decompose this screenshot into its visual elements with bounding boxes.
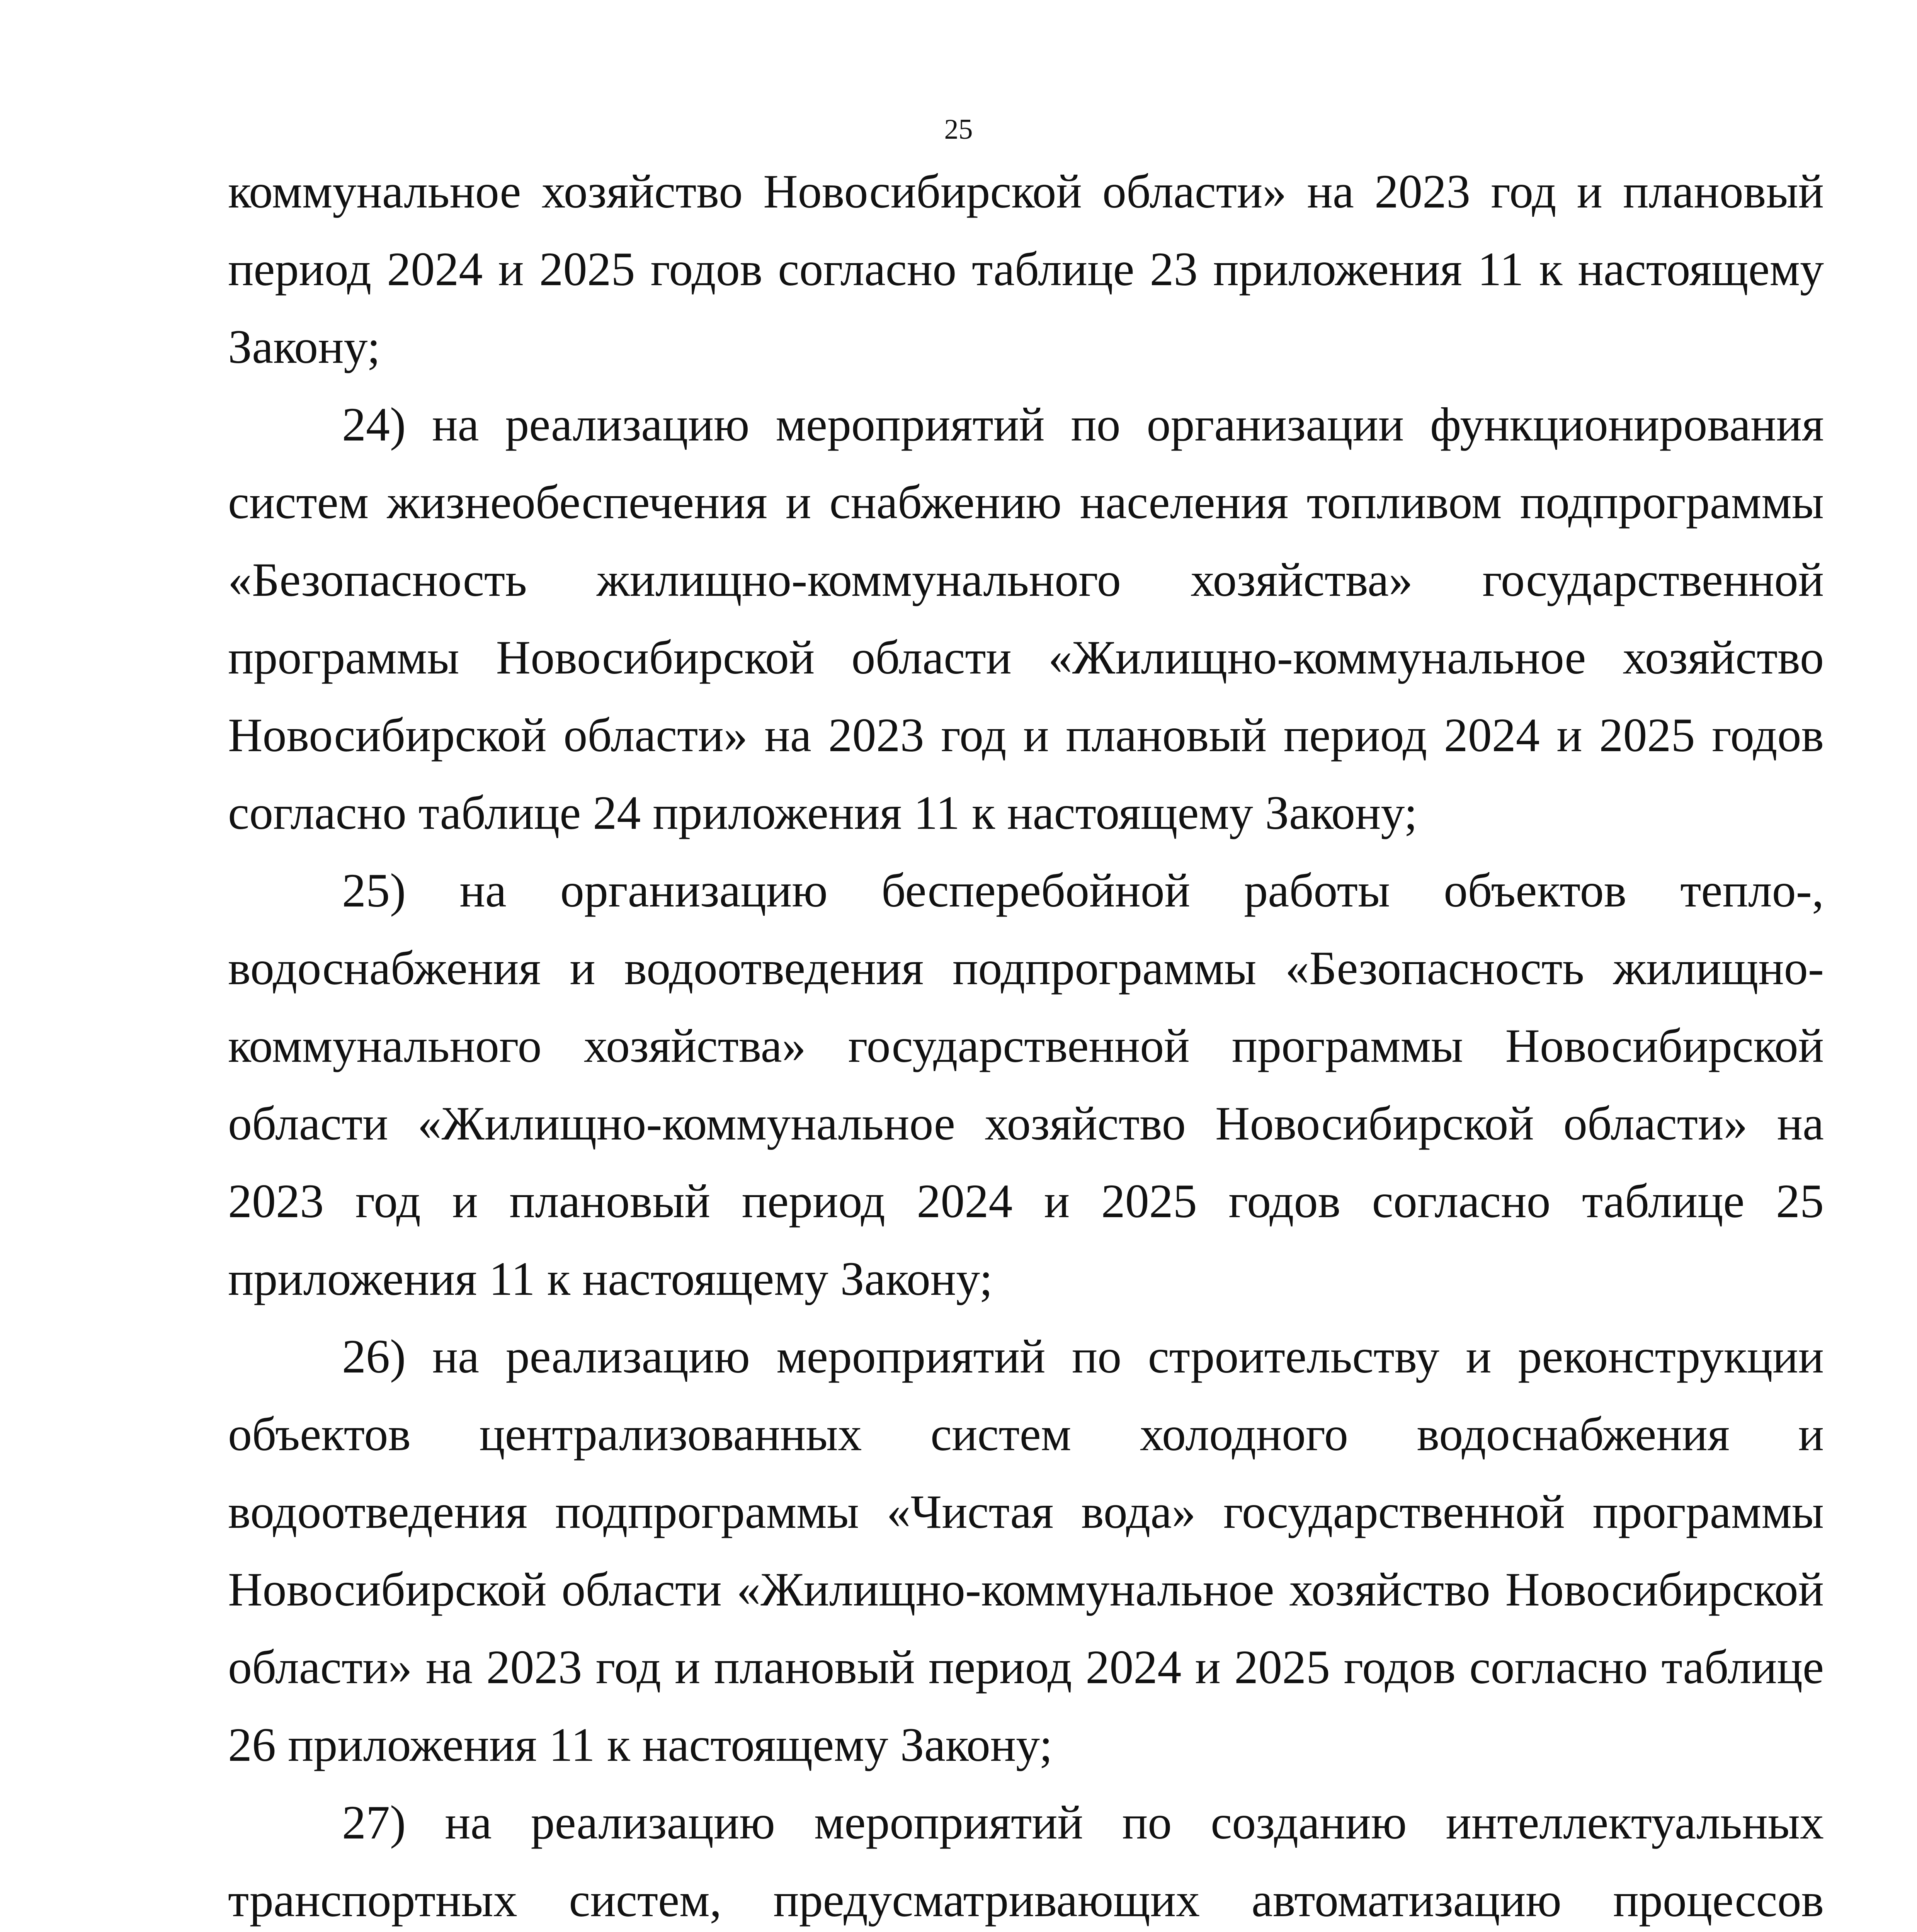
paragraph-item-27: 27) на реализацию мероприятий по созданию интеллектуальных транспортных систем, предусматривающих автоматизацию процессов	[228, 1796, 1824, 1927]
paragraph-item-24: 24) на реализацию мероприятий по организации функционирования систем жизнеобеспечения и снабжению населения топливом подпрограммы «Безопасность жилищно-коммунального хозяйства» государственной программы Новосибирской области «Жилищно-коммунальное хозяйство Новосибирской области» на 2023 год и плановый период 2024 и 2025 годов согласно таблице 24 приложения 11 к настоящему Закону;	[228, 398, 1824, 839]
paragraph-item-25: 25) на организацию бесперебойной работы объектов тепло-, водоснабжения и водоотведения подпрограммы «Безопасность жилищно-коммунального хозяйства» государственной программы Новосибирской области «Жилищно-коммунальное хозяйство Новосибирской области» на 2023 год и плановый период 2024 и 2025 годов согласно таблице 25 приложения 11 к настоящему Закону;	[228, 864, 1824, 1305]
paragraph-continuation: коммунальное хозяйство Новосибирской области» на 2023 год и плановый период 2024 и 2025 годов согласно таблице 23 приложения 11 к настоящему Закону;	[228, 165, 1824, 373]
document-body	[228, 153, 1824, 1932]
paragraph-item-26: 26) на реализацию мероприятий по строительству и реконструкции объектов централизованных систем холодного водоснабжения и водоотведения подпрограммы «Чистая вода» государственной программы Новосибирской области «Жилищно-коммунальное хозяйство Новосибирской области» на 2023 год и плановый период 2024 и 2025 годов согласно таблице 26 приложения 11 к настоящему Закону;	[228, 1330, 1824, 1771]
page-number: 25	[944, 114, 973, 145]
